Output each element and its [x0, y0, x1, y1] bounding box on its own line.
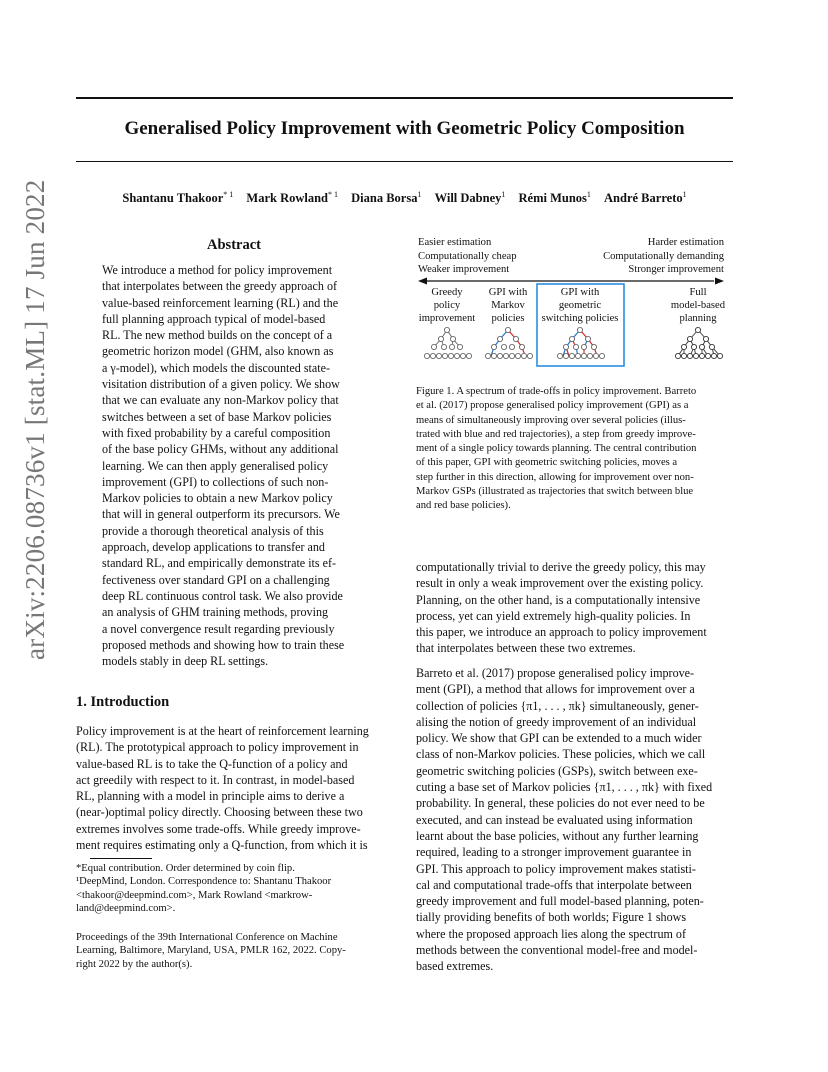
body-line: alising the notion of greedy improvement of an individual [416, 714, 697, 729]
abstract-line: visitation distribution of a given policy. We show [102, 377, 340, 392]
footnote [76, 862, 393, 916]
caption-line: Markov GSPs (illustrated as trajectories that switch between blue [416, 486, 694, 498]
fig-column-label: policies [491, 313, 525, 324]
tree-greedy [424, 327, 471, 358]
abstract-line: learning. We can then apply generalised policy [102, 458, 329, 473]
footnote-line: land@deepmind.com>. [76, 903, 176, 915]
author: Rémi Munos$^1$ [518, 190, 591, 206]
fig-column-label: planning [679, 313, 717, 324]
arxiv-sidebar-id: arXiv:2206.08736v1 [stat.ML] 17 Jun 2022 [20, 179, 50, 660]
caption-line: and red base policies). [416, 500, 511, 512]
body-line: this paper, we introduce an approach to policy improvement [416, 625, 707, 640]
fig-right-label: Harder estimation [647, 237, 724, 248]
abstract-line: an analysis of GHM training methods, proving [102, 605, 329, 620]
abstract-line: proposed methods and showing how to train these [102, 637, 345, 652]
abstract-line: provide a thorough theoretical analysis of this [102, 523, 324, 538]
abstract-line: RL. The new method builds on the concept of a [102, 328, 333, 343]
intro-line: RL, planning with a model in principle aims to derive a [76, 789, 345, 804]
right-paragraph-1 [416, 559, 733, 657]
footnote-line: ¹DeepMind, London. Correspondence to: Shantanu Thakoor [76, 876, 332, 888]
title-rule [76, 161, 733, 162]
footnote-line: <thakoor@deepmind.com>, Mark Rowland <markrow- [76, 889, 313, 901]
abstract-line: of the base policy GHMs, without any additional [102, 442, 339, 457]
body-line: probability. In general, these policies do not ever need to be [416, 796, 705, 811]
abstract-line: that we can evaluate any non-Markov policy that [102, 393, 339, 408]
body-line: learnt about the base policies, without any further learning [416, 828, 699, 843]
author: Shantanu Thakoor$^{* 1}$ [122, 190, 234, 206]
abstract-line: improvement (GPI) to collections of such non- [102, 474, 329, 489]
abstract-line: fectiveness over standard GPI on a challenging [102, 572, 330, 587]
intro-line: value-based RL is to take the Q-function of a policy and [76, 756, 348, 771]
footnote-rule [90, 858, 152, 859]
caption-line: means of simultaneously improving over several policies (illus- [416, 414, 686, 426]
body-line: computationally trivial to derive the greedy policy, this may [416, 560, 706, 574]
abstract-line: We introduce a method for policy improvement [102, 263, 333, 277]
intro-line: ment requires estimating only a Q-function, from which it is [76, 838, 368, 853]
body-line: greedy improvement and full model-based planning, poten- [416, 894, 704, 909]
figure-1-diagram [414, 230, 736, 370]
body-line: geometric switching policies (GSPs), switch between exe- [416, 763, 698, 778]
fig-left-label: Easier estimation [418, 237, 492, 248]
section-heading-introduction: 1. Introduction [76, 694, 170, 710]
body-line: policy. We show that GPI can be extended to a much wider [416, 731, 702, 746]
body-line: where the proposed approach lies along the spectrum of [416, 926, 687, 941]
top-rule [76, 97, 733, 99]
author: Will Dabney$^1$ [434, 190, 506, 206]
proceedings-note [76, 931, 393, 971]
fig-column-label: Markov [491, 300, 525, 311]
abstract-line: standard RL, and empirically demonstrate its ef- [102, 556, 337, 571]
abstract-line: that interpolates between the greedy approach of [102, 279, 338, 294]
fig-column-label: policy [433, 300, 461, 311]
caption-line: ment of a single policy towards planning. The central contribution [416, 443, 697, 455]
intro-line: (near-)optimal policy directly. Choosing between these two [76, 805, 363, 820]
abstract-line: a γ-model), which models the discounted state- [102, 360, 331, 375]
abstract-body [102, 262, 366, 669]
intro-line: (RL). The prototypical approach to policy improvement in [76, 740, 359, 755]
caption-line: Figure 1. A spectrum of trade-offs in policy improvement. Barreto [416, 386, 697, 397]
abstract-line: value-based reinforcement learning (RL) and the [102, 295, 339, 310]
author: André Barreto$^1$ [604, 190, 687, 206]
body-line: result in only a weak improvement over the existing policy. [416, 576, 704, 591]
body-line: Planning, on the other hand, is a computationally intensive [416, 592, 701, 607]
footnote-line: *Equal contribution. Order determined by coin flip. [76, 863, 295, 874]
author-list [76, 190, 733, 206]
abstract-line: a novel convergence result regarding previously [102, 621, 335, 636]
fig-left-label: Computationally cheap [418, 251, 517, 262]
intro-line: act greedily with respect to it. In contrast, in model-based [76, 772, 355, 787]
abstract-line: approach, develop applications to transfer and [102, 540, 325, 555]
proceedings-line: Proceedings of the 39th International Conference on Machine [76, 932, 338, 943]
tree-gpi-markov [485, 327, 532, 358]
abstract-line: geometric horizon model (GHM, also known as [102, 344, 334, 359]
arrow-left-head [418, 278, 427, 285]
abstract-line: Markov policies to obtain a new Markov policy [102, 491, 333, 506]
abstract-line: models stably in deep RL settings. [102, 654, 269, 669]
abstract-line: that will in general outperform its precursors. We [102, 507, 340, 522]
body-line: cuting a base set of Markov policies {π1, . . . , πk} with fixed [416, 780, 713, 795]
body-line: required, leading to a stronger improvement guarantee in [416, 845, 692, 860]
abstract-line: deep RL continuous control task. We also provide [102, 588, 343, 603]
caption-line: trated with blue and red trajectories), a step from greedy improve- [416, 428, 696, 440]
fig-column-label: Greedy [431, 287, 463, 298]
tree-gpi-geometric-switching [557, 327, 604, 358]
body-line: tially providing benefits of both worlds; Figure 1 shows [416, 910, 687, 925]
body-line: collection of policies {π1, . . . , πk} simultaneously, gener- [416, 698, 699, 713]
fig-column-label: GPI with [488, 287, 528, 298]
intro-line: extremes involves some trade-offs. While greedy improve- [76, 821, 361, 836]
body-line: process, yet can yield extremely high-quality policies. In [416, 608, 691, 623]
proceedings-line: Learning, Baltimore, Maryland, USA, PMLR 162, 2022. Copy- [76, 945, 346, 957]
fig-right-label: Stronger improvement [628, 264, 724, 275]
abstract-heading: Abstract [207, 237, 261, 253]
abstract-line: switches between a set of base Markov policies [102, 409, 332, 424]
body-line: executed, and can instead be evaluated using information [416, 812, 693, 827]
paper-title: Generalised Policy Improvement with Geometric Policy Composition [124, 118, 685, 139]
figure-1-caption [416, 385, 733, 514]
body-line: class of non-Markov policies. These policies, which we call [416, 747, 706, 762]
fig-left-label: Weaker improvement [418, 264, 510, 275]
body-line: based extremes. [416, 959, 494, 974]
fig-column-label: model-based [670, 300, 726, 311]
intro-line: Policy improvement is at the heart of reinforcement learning [76, 724, 369, 738]
introduction-body [76, 723, 393, 853]
abstract-line: full planning approach typical of model-based [102, 311, 326, 326]
body-line: cal and computational trade-offs that interpolate between [416, 877, 692, 892]
caption-line: et al. (2017) propose generalised policy improvement (GPI) as a [416, 400, 689, 412]
fig-column-label: Full [689, 287, 707, 298]
proceedings-line: right 2022 by the author(s). [76, 958, 193, 970]
fig-column-label: GPI with [560, 287, 600, 298]
fig-column-label: geometric [558, 300, 602, 311]
caption-line: step further in this direction, allowing for improvement over non- [416, 471, 694, 483]
body-line: ment (GPI), a method that allows for improvement over a [416, 682, 695, 697]
body-line: methods between the conventional model-free and model- [416, 943, 698, 958]
fig-right-label: Computationally demanding [603, 251, 724, 262]
author: Diana Borsa$^1$ [351, 190, 422, 206]
arrow-right-head [715, 278, 724, 285]
author: Mark Rowland$^{* 1}$ [246, 190, 338, 206]
body-line: Barreto et al. (2017) propose generalised policy improve- [416, 666, 695, 680]
abstract-line: with fixed probability by a careful composition [102, 425, 331, 440]
fig-column-label: switching policies [541, 313, 619, 324]
fig-column-label: improvement [418, 313, 476, 324]
body-line: that interpolates between these two extremes. [416, 641, 636, 656]
body-line: GPI. This approach to policy improvement makes statisti- [416, 861, 696, 876]
right-paragraph-2 [416, 665, 733, 975]
tree-full-planning [675, 327, 722, 358]
caption-line: of this paper, GPI with geometric switching policies, moves a [416, 457, 678, 469]
